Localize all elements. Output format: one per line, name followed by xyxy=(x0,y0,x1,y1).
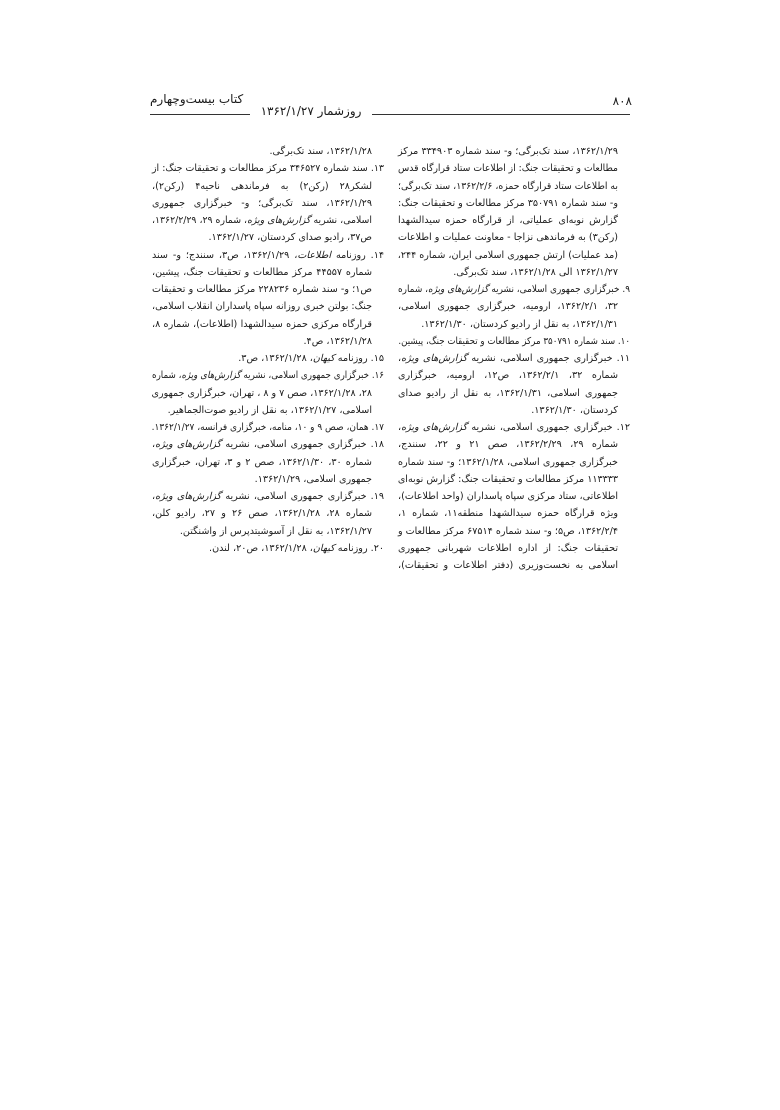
publication-title: کیهان xyxy=(312,542,335,554)
note-line xyxy=(398,523,630,540)
note-line xyxy=(152,212,384,229)
note-line xyxy=(398,419,630,436)
note-text: ۱۱. خبرگزاری جمهوری اسلامی، نشریه xyxy=(467,353,631,364)
note-line xyxy=(152,160,384,177)
note-line xyxy=(398,195,630,212)
note-line-text xyxy=(152,333,372,350)
note-text: تحقیقات جنگ: از اداره اطلاعات شهربانی جمهوری xyxy=(398,542,618,554)
note-line-text xyxy=(152,402,372,419)
note-text: ۱۲. خبرگزاری جمهوری اسلامی، نشریه xyxy=(467,422,631,433)
note-line-text xyxy=(398,212,618,229)
note-line xyxy=(398,281,630,298)
note-line xyxy=(152,385,384,402)
note-line-text xyxy=(152,505,372,522)
note-text: ۱۵. روزنامه xyxy=(334,353,384,364)
note-line-text xyxy=(152,195,372,212)
note-line-text xyxy=(398,523,618,540)
note-line xyxy=(398,350,630,367)
note-text: شماره ۲۸، ۱۳۶۲/۱/۲۸، صص ۲۶ و ۲۷، رادیو کلن، xyxy=(152,508,372,520)
note-line-text xyxy=(398,281,630,298)
page-number: ۸۰۸ xyxy=(612,94,632,108)
note-line xyxy=(152,264,384,281)
note-line-text xyxy=(398,505,618,522)
note-text: ، شماره xyxy=(152,370,182,382)
note-line xyxy=(398,436,630,453)
publication-title: گزارش‌های ویژه xyxy=(181,370,241,382)
note-line-text xyxy=(398,350,630,367)
note-line xyxy=(152,316,384,333)
note-text: اسلامی، ۱۳۶۲/۱/۲۷، به نقل از رادیو صوت‌الجماهیر. xyxy=(167,404,372,416)
note-line xyxy=(152,419,384,436)
note-line-text xyxy=(152,488,384,505)
note-line xyxy=(152,178,384,195)
note-line xyxy=(398,316,630,333)
note-text: شماره ۳۰، ۱۳۶۲/۱/۳۰، صص ۲ و ۳، تهران، خبرگزاری xyxy=(152,456,372,468)
note-line xyxy=(398,454,630,471)
note-text: شماره ۳۲، ۱۳۶۲/۲/۱، ص۱۲، ارومیه، خبرگزاری xyxy=(398,370,618,382)
note-line-text xyxy=(398,385,618,402)
note-line xyxy=(152,471,384,488)
note-line-text xyxy=(152,436,384,453)
note-line xyxy=(398,333,630,350)
note-text: ، xyxy=(398,353,402,364)
note-text: ۱۱۳۳۳۳ مرکز مطالعات و تحقیقات جنگ: گزارش نوبه‌ای xyxy=(397,473,618,485)
note-line-text xyxy=(152,540,384,557)
header-rule-right xyxy=(372,114,630,115)
note-line-text xyxy=(398,367,618,384)
note-line-text xyxy=(152,350,384,367)
publication-title: اطلاعات xyxy=(297,249,332,261)
running-title: روزشمار ۱۳۶۲/۱/۲۷ xyxy=(260,104,362,118)
note-line-text xyxy=(152,178,372,195)
note-text: ص۱؛ و- سند شماره ۲۲۸۲۳۶ مرکز مطالعات و تحقیقات xyxy=(152,284,372,295)
note-line xyxy=(398,488,630,505)
note-text: ۱۳۶۲/۱/۲۷ الی ۱۳۶۲/۱/۲۸، سند تک‌برگی. xyxy=(453,266,618,278)
notes-column-left xyxy=(152,143,384,557)
note-line-text xyxy=(398,436,618,453)
note-text: ، شماره ۲۹، ۱۳۶۲/۲/۲۹، xyxy=(152,215,248,226)
note-line xyxy=(152,523,384,540)
note-line-text xyxy=(398,195,618,212)
note-text: ۱۳۶۲/۱/۲۹، سند تک‌برگی؛ و- سند شماره ۳۳۴۹۰۳ مرکز xyxy=(398,146,618,157)
note-text: ۹. خبرگزاری جمهوری اسلامی، نشریه xyxy=(488,284,630,295)
note-text: ، xyxy=(398,422,402,433)
note-line xyxy=(152,247,384,264)
publication-title: کیهان xyxy=(312,353,335,364)
publication-title: گزارش‌های ویژه xyxy=(401,422,468,433)
note-text: ، ۱۳۶۲/۱/۲۸، ص۳. xyxy=(238,353,313,364)
note-text: ۲۸، ۱۳۶۲/۱/۲۸، صص ۷ و ۸ ، تهران، خبرگزاری جمهوری xyxy=(151,387,372,399)
note-line-text xyxy=(152,160,384,177)
note-text: ۱۳۶۲/۲/۴، ص۵؛ و- سند شماره ۶۷۵۱۴ مرکز مطالعات و xyxy=(397,525,618,537)
note-line xyxy=(398,247,630,264)
note-line xyxy=(152,402,384,419)
note-text: ۱۳۶۲/۱/۲۷، به نقل از آسوشیتدپرس از واشنگتن. xyxy=(179,525,372,537)
note-line-text xyxy=(398,264,618,281)
note-line-text xyxy=(398,402,618,419)
note-text: گزارش نوبه‌ای عملیاتی، از قرارگاه حمزه سیدالشهدا xyxy=(398,215,618,226)
note-text: شماره ۲۹، ۱۳۶۲/۲/۲۹، صص ۲۱ و ۲۲، سنندج، xyxy=(398,439,619,451)
note-line xyxy=(152,333,384,350)
note-text: اسلامی، نشریه xyxy=(310,215,372,226)
note-text: ، ۱۳۶۲/۱/۲۹، ص۳، سنندج؛ و- سند xyxy=(152,249,298,261)
note-text: اسلامی به نخست‌وزیری (دفتر اطلاعات و تحقیقات)، xyxy=(398,560,618,571)
note-text: ، xyxy=(152,439,156,451)
note-line xyxy=(152,454,384,471)
note-text: ۱۳۶۲/۱/۲۸، سند تک‌برگی. xyxy=(269,146,372,157)
note-line xyxy=(398,298,630,315)
note-text: (مد عملیات) ارتش جمهوری اسلامی ایران، شماره ۲۴۴، xyxy=(397,249,618,261)
note-text: ۳۲، ۱۳۶۲/۲/۱، ارومیه، خبرگزاری جمهوری اسلامی، xyxy=(398,301,618,313)
note-line-text xyxy=(398,540,618,557)
publication-title: گزارش‌های ویژه xyxy=(155,439,222,451)
note-text: ص۳۷، رادیو صدای کردستان، ۱۳۶۲/۱/۲۷. xyxy=(208,232,372,244)
note-text: ۱۶. خبرگزاری جمهوری اسلامی، نشریه xyxy=(240,370,384,382)
note-text: جنگ: بولتن خبری روزانه سپاه پاسداران انقلاب اسلامی، xyxy=(152,301,372,313)
note-line-text xyxy=(398,143,618,160)
note-text: ۱۰. سند شماره ۳۵۰۷۹۱ مرکز مطالعات و تحقیقات جنگ، پیشین. xyxy=(398,335,630,347)
note-line-text xyxy=(152,143,372,160)
note-text: ۱۳۶۲/۱/۲۹، سند تک‌برگی؛ و- خبرگزاری جمهوری xyxy=(152,197,372,209)
publication-title: گزارش‌های ویژه xyxy=(247,215,311,226)
note-line xyxy=(398,212,630,229)
note-text: شماره ۴۴۵۵۷ مرکز مطالعات و تحقیقات جنگ، پیشین، xyxy=(152,266,372,278)
note-text: قرارگاه مرکزی حمزه سیدالشهدا (اطلاعات)، شماره ۸، xyxy=(152,318,372,330)
note-line-text xyxy=(152,385,372,402)
note-line-text xyxy=(398,316,618,333)
note-text: مطالعات و تحقیقات جنگ: از اطلاعات ستاد قرارگاه قدس xyxy=(398,163,618,175)
note-line xyxy=(398,557,630,574)
note-text: جمهوری اسلامی، ۱۳۶۲/۱/۲۹. xyxy=(254,473,372,485)
note-text: جمهوری اسلامی، ۱۳۶۲/۱/۳۱، به نقل از رادیو صدای xyxy=(398,387,618,399)
publication-title: گزارش‌های ویژه xyxy=(401,353,468,364)
note-line-text xyxy=(398,298,618,315)
note-line-text xyxy=(152,212,372,229)
note-text: ۱۷. همان، صص ۹ و ۱۰، منامه، خبرگزاری فرانسه، ۱۳۶۲/۱/۲۷. xyxy=(151,422,384,433)
note-line xyxy=(152,367,384,384)
note-text: ۲۰. روزنامه xyxy=(334,542,384,554)
note-line xyxy=(398,160,630,177)
note-line-text xyxy=(398,247,618,264)
note-line-text xyxy=(152,281,372,298)
note-line-text xyxy=(152,419,384,436)
note-line-text xyxy=(152,471,372,488)
note-line-text xyxy=(152,229,372,246)
note-line-text xyxy=(152,367,384,384)
note-line xyxy=(152,143,384,160)
note-line-text xyxy=(398,471,618,488)
note-line-text xyxy=(152,523,372,540)
note-line xyxy=(398,178,630,195)
note-line xyxy=(152,505,384,522)
note-line xyxy=(398,540,630,557)
note-line-text xyxy=(398,488,618,505)
note-line xyxy=(152,350,384,367)
note-text: اطلاعاتی، ستاد مرکزی سپاه پاسداران (واحد اطلاعات)، xyxy=(398,491,618,502)
note-line xyxy=(152,195,384,212)
note-text: ۱۸. خبرگزاری جمهوری اسلامی، نشریه xyxy=(221,439,385,451)
note-text: ۱۳۶۲/۱/۲۸، ص۴. xyxy=(303,335,372,347)
note-line-text xyxy=(152,247,384,264)
note-line-text xyxy=(398,419,630,436)
note-line-text xyxy=(398,160,618,177)
note-line xyxy=(152,488,384,505)
note-text: ۱۳۶۲/۱/۳۱، به نقل از رادیو کردستان، ۱۳۶۲/۱/۳۰. xyxy=(421,318,618,330)
note-line-text xyxy=(398,454,618,471)
header-rule-left xyxy=(150,114,250,115)
note-text: ویژه قرارگاه حمزه سیدالشهدا منطقه۱۱، شماره ۱، xyxy=(398,508,618,520)
note-line xyxy=(398,367,630,384)
publication-title: گزارش‌های ویژه xyxy=(428,284,489,295)
book-title: کتاب بیست‌وچهارم xyxy=(150,92,244,106)
note-line-text xyxy=(152,298,372,315)
note-text: ، شماره xyxy=(398,284,429,295)
note-text: خبرگزاری جمهوری اسلامی، ۱۳۶۲/۱/۲۸؛ و- سند شماره xyxy=(398,456,618,468)
note-line xyxy=(152,229,384,246)
note-line-text xyxy=(152,316,372,333)
note-text: ، xyxy=(152,491,156,502)
note-text: ۱۳. سند شماره ۳۴۶۵۲۷ مرکز مطالعات و تحقیقات جنگ: از xyxy=(152,163,384,175)
note-line xyxy=(398,143,630,160)
note-line-text xyxy=(152,264,372,281)
note-text: (رکن۳) به فرماندهی نزاجا - معاونت عملیات و اطلاعات xyxy=(397,232,618,244)
note-text: ۱۴. روزنامه xyxy=(331,249,384,261)
note-line xyxy=(398,264,630,281)
note-line-text xyxy=(398,229,618,246)
note-line-text xyxy=(398,178,618,195)
note-text: به اطلاعات ستاد قرارگاه حمزه، ۱۳۶۲/۲/۶، سند تک‌برگی؛ xyxy=(398,180,619,192)
note-line xyxy=(398,229,630,246)
note-line xyxy=(152,540,384,557)
note-line xyxy=(152,281,384,298)
note-line xyxy=(152,298,384,315)
note-line xyxy=(398,471,630,488)
publication-title: گزارش‌های ویژه xyxy=(155,491,222,502)
note-text: لشکر۲۸ (رکن۲) به فرماندهی ناحیه۴ (رکن۲)، xyxy=(152,180,373,192)
note-line-text xyxy=(398,333,630,350)
note-line-text xyxy=(398,557,618,574)
note-line xyxy=(398,402,630,419)
note-text: و- سند شماره ۳۵۰۷۹۱ مرکز مطالعات و تحقیقات جنگ: xyxy=(398,197,618,209)
note-line xyxy=(152,436,384,453)
note-line xyxy=(398,385,630,402)
note-text: کردستان، ۱۳۶۲/۱/۳۰. xyxy=(531,404,618,416)
note-line xyxy=(398,505,630,522)
note-text: ، ۱۳۶۲/۱/۲۸، ص۲۰، لندن. xyxy=(209,542,313,554)
note-text: ۱۹. خبرگزاری جمهوری اسلامی، نشریه xyxy=(221,491,385,502)
notes-column-right xyxy=(398,143,630,574)
note-line-text xyxy=(152,454,372,471)
